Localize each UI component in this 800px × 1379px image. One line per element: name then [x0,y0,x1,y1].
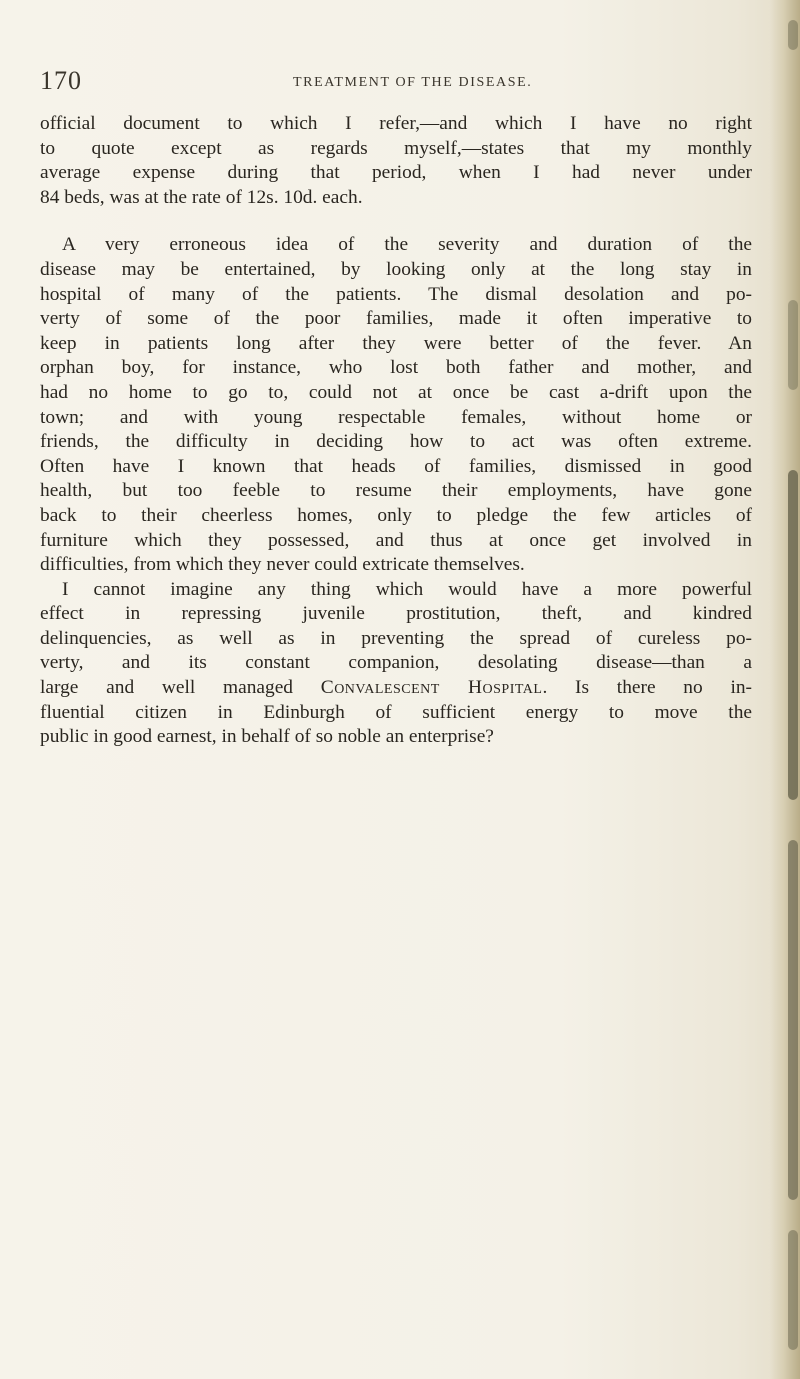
edge-stain [788,840,798,1200]
text-line: hospital of many of the patients. The dismal desolation and po- [40,283,752,305]
small-caps-term: Convalescent Hospital [320,677,543,699]
text-line: verty, and its constant companion, desolating disease—than a [40,652,752,674]
text-line: official document to which I refer,—and which I have no right [40,113,752,134]
text-line: 84 beds, was at the rate of 12s. 10d. each. [40,186,363,208]
text-line: Often have I known that heads of families, dismissed in good [40,455,752,477]
text-segment: . Is there no in- [542,677,752,699]
text-line: keep in patients long after they were better of the fever. An [40,332,752,354]
edge-stain [788,1230,798,1350]
page-number: 170 [40,66,82,95]
text-line: verty of some of the poor families, made it often imperative to [40,308,752,330]
text-line: furniture which they possessed, and thus at once get involved in [40,529,752,551]
page-edge-shadow [770,0,800,1379]
body-text [40,112,752,750]
text-line: orphan boy, for instance, who lost both father and mother, and [40,357,752,379]
text-line: town; and with young respectable females, without home or [40,406,752,428]
text-line: disease may be entertained, by looking only at the long stay in [40,258,752,280]
text-line: had no home to go to, could not at once be cast a-drift upon the [40,381,752,403]
paragraph [40,233,752,577]
page-header [40,66,750,96]
text-segment: large and well managed [40,677,321,699]
edge-stain [788,470,798,800]
text-line: I cannot imagine any thing which would have a more powerful [62,578,752,600]
text-line: to quote except as regards myself,—states that my monthly [40,137,752,159]
text-line: average expense during that period, when I had never under [40,162,752,184]
text-line: A very erroneous idea of the severity and duration of the [62,234,752,256]
text-line: friends, the difficulty in deciding how to act was often extreme. [40,431,752,453]
text-line [40,676,752,701]
text-line: public in good earnest, in behalf of so noble an enterprise? [40,726,494,748]
text-line: back to their cheerless homes, only to pledge the few articles of [40,504,752,526]
text-line: health, but too feeble to resume their employments, have gone [40,480,752,502]
text-line: difficulties, from which they never could extricate themselves. [40,554,525,576]
text-line: effect in repressing juvenile prostitution, theft, and kindred [40,603,752,625]
text-line: fluential citizen in Edinburgh of sufficient energy to move the [40,701,752,723]
running-head: TREATMENT OF THE DISEASE. [293,75,533,90]
paragraph [40,578,752,750]
edge-stain [788,300,798,390]
text-line: delinquencies, as well as in preventing the spread of cureless po- [40,627,752,649]
edge-stain [788,20,798,50]
paragraph [40,112,752,210]
